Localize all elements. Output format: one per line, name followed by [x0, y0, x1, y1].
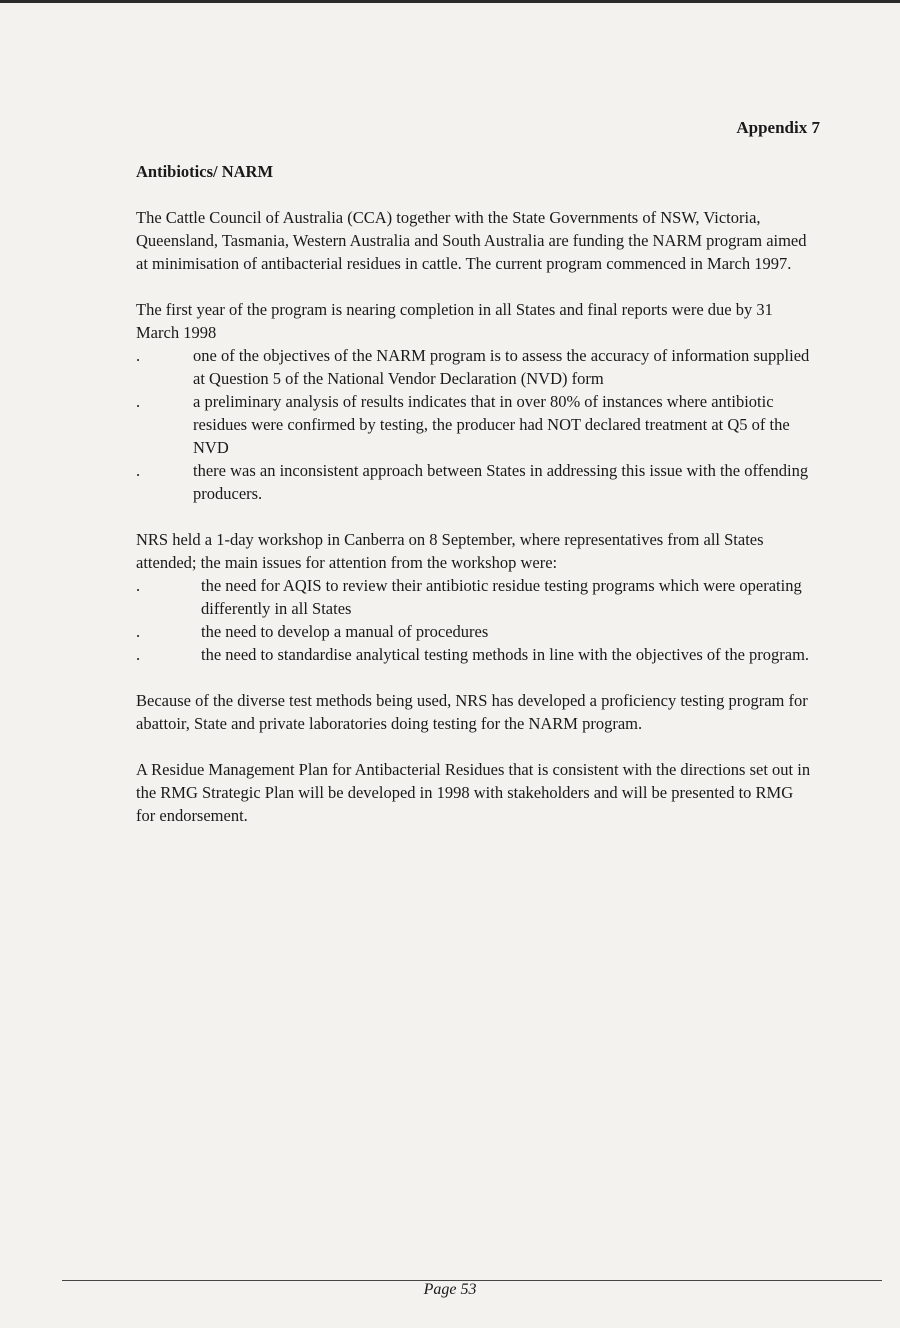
list-item-text: a preliminary analysis of results indicates that in over 80% of instances where antibiotic residues were confirmed by testing, the producer had NOT declared treatment at Q5 of the NVD: [193, 392, 790, 457]
bullet-marker: .: [136, 461, 141, 480]
list-item-text: the need to standardise analytical testing methods in line with the objectives of the program.: [201, 645, 810, 664]
bullet-list-workshop-issues: [136, 574, 816, 666]
list-item-text: the need to develop a manual of procedures: [201, 622, 489, 641]
list-item-text: one of the objectives of the NARM program is to assess the accuracy of information supplied at Question 5 of the National Vendor Declaration (NVD) form: [193, 346, 810, 388]
list-item-text: there was an inconsistent approach between States in addressing this issue with the offending producers.: [193, 461, 809, 503]
list-item: [136, 643, 816, 666]
list-item: [136, 574, 816, 620]
paragraph-first-year: The first year of the program is nearing completion in all States and final reports were due by 31 March 1998: [136, 300, 773, 342]
bullet-marker: .: [136, 576, 141, 595]
bullet-marker: .: [136, 346, 141, 365]
paragraph-workshop: NRS held a 1-day workshop in Canberra on 8 September, where representatives from all States attended; the main issues for attention from the workshop were:: [136, 530, 764, 572]
bullet-marker: .: [136, 392, 141, 411]
paragraph-intro: The Cattle Council of Australia (CCA) together with the State Governments of NSW, Victoria, Queensland, Tasmania, Western Australia and South Australia are funding the NARM program aimed at minimisation of antibacterial residues in cattle. The current program commenced in March 1997.: [136, 208, 807, 273]
appendix-label: Appendix 7: [736, 118, 820, 137]
list-item-text: the need for AQIS to review their antibiotic residue testing programs which were operating differently in all States: [201, 576, 802, 618]
page-number: Page 53: [423, 1281, 477, 1298]
top-border: [0, 0, 900, 3]
list-item: [136, 390, 816, 459]
section-heading: Antibiotics/ NARM: [136, 162, 274, 181]
paragraph-management-plan: A Residue Management Plan for Antibacterial Residues that is consistent with the directions set out in the RMG Strategic Plan will be developed in 1998 with stakeholders and will be presented to RMG for endorsement.: [136, 760, 811, 825]
list-item: [136, 459, 816, 505]
bullet-marker: .: [136, 645, 141, 664]
list-item: [136, 620, 816, 643]
paragraph-proficiency: Because of the diverse test methods being used, NRS has developed a proficiency testing program for abattoir, State and private laboratories doing testing for the NARM program.: [136, 691, 808, 733]
list-item: [136, 344, 816, 390]
bullet-marker: .: [136, 622, 141, 641]
body-content: [136, 160, 816, 850]
bullet-list-findings: [136, 344, 816, 505]
